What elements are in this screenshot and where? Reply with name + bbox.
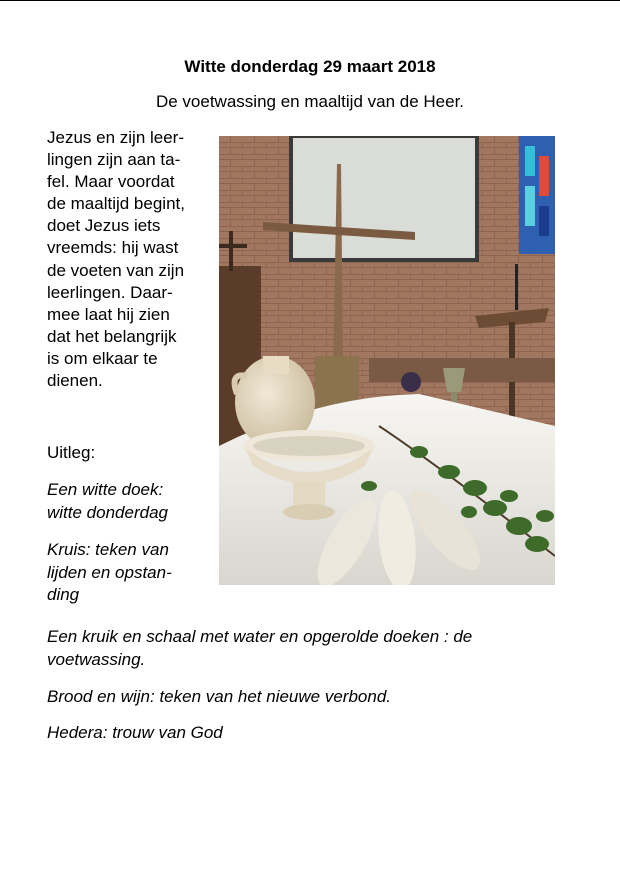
item-line: ding — [47, 585, 80, 604]
intro-line: doet Jezus iets — [47, 216, 161, 236]
intro-line: dienen. — [47, 371, 103, 391]
page-subtitle: De voetwassing en maaltijd van de Heer. — [155, 92, 465, 111]
intro-line: mee laat hij zien — [47, 304, 170, 324]
page-title: Witte donderdag 29 maart 2018 — [184, 57, 436, 76]
item-jug-bowl — [47, 626, 472, 671]
item-line: lijden en opstan- — [47, 562, 172, 582]
intro-line: vreemds: hij wast — [47, 238, 179, 258]
intro-line: is om elkaar te — [47, 348, 158, 368]
top-border — [0, 0, 620, 1]
intro-line: de voeten van zijn — [47, 260, 185, 280]
item-cross — [47, 539, 172, 607]
intro-line: Jezus en zijn leer- — [47, 128, 185, 147]
intro-line: dat het belangrijk — [47, 326, 177, 346]
intro-line: fel. Maar voordat — [47, 172, 175, 192]
explanation-label: Uitleg: — [47, 443, 96, 462]
grapes — [401, 372, 421, 392]
item-line: Een kruik en schaal met water en opgerolde doeken : de — [47, 627, 473, 646]
projection-screen — [291, 136, 477, 260]
intro-paragraph — [47, 127, 215, 392]
altar-photo — [219, 136, 555, 585]
item-hedera — [47, 722, 223, 745]
item-line: Een witte doek: — [47, 480, 164, 499]
item-line: Brood en wijn: teken van het nieuwe verbond. — [47, 687, 392, 706]
intro-line: leerlingen. Daar- — [47, 282, 173, 302]
item-line: voetwassing. — [47, 649, 146, 669]
stained-glass-window — [519, 136, 555, 254]
item-bread-wine — [47, 686, 391, 709]
intro-line: lingen zijn aan ta- — [47, 150, 181, 170]
item-line: Kruis: teken van — [47, 540, 169, 559]
item-line: Hedera: trouw van God — [47, 723, 223, 742]
intro-line: de maaltijd begint, — [47, 194, 185, 214]
item-white-cloth — [47, 479, 168, 524]
item-line: witte donderdag — [47, 502, 168, 522]
